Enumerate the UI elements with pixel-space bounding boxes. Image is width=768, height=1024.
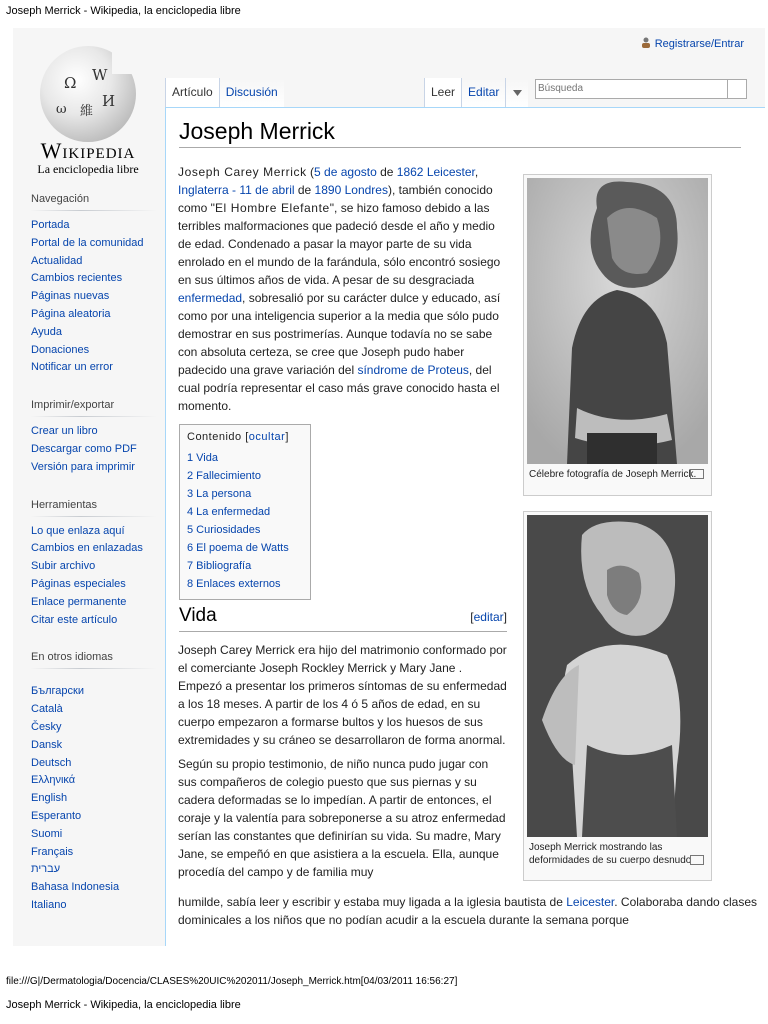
- toc-item[interactable]: 8 Enlaces externos: [187, 578, 281, 590]
- more-actions-button[interactable]: [505, 78, 528, 107]
- nav-portlet: [31, 188, 163, 377]
- enlarge-icon[interactable]: [690, 855, 704, 865]
- tools-portlet: [31, 494, 163, 630]
- search-box: [535, 79, 747, 99]
- personal-tools: [641, 37, 744, 50]
- globe-glyph: 維: [80, 104, 94, 119]
- sidebar-item-aleatoria[interactable]: Página aleatoria: [31, 307, 111, 320]
- search-button[interactable]: [727, 80, 746, 98]
- section-heading-vida: [179, 605, 507, 632]
- sidebar-item-error[interactable]: Notificar un error: [31, 361, 113, 374]
- lang-en[interactable]: English: [31, 792, 68, 805]
- tab-discussion[interactable]: Discusión: [219, 78, 284, 107]
- sidebar-item-portada[interactable]: Portada: [31, 219, 70, 231]
- birth-date-link[interactable]: 5 de agosto: [314, 165, 377, 179]
- sidebar-item-subir[interactable]: Subir archivo: [31, 560, 96, 573]
- section-title: Vida: [179, 605, 217, 626]
- leicester-link[interactable]: Leicester: [566, 895, 615, 909]
- toc-toggle[interactable]: ocultar: [248, 431, 286, 443]
- sidebar-item-nuevas[interactable]: Páginas nuevas: [31, 290, 110, 303]
- sidebar-item-cambios[interactable]: Cambios recientes: [31, 272, 123, 285]
- sidebar-item-actualidad[interactable]: Actualidad: [31, 254, 83, 267]
- disease-link[interactable]: enfermedad: [178, 291, 243, 305]
- proteus-link[interactable]: síndrome de Proteus: [357, 363, 469, 377]
- sidebar-item-especiales[interactable]: Páginas especiales: [31, 577, 126, 590]
- lang-de[interactable]: Deutsch: [31, 756, 72, 769]
- content-area: [165, 107, 765, 946]
- sidebar-item-cambios-enlazadas[interactable]: Cambios en enlazadas: [31, 542, 143, 555]
- chevron-down-icon: [513, 90, 522, 96]
- lang-el[interactable]: Ελληνικά: [31, 774, 76, 787]
- print-header-title: Joseph Merrick - Wikipedia, la enciclopedia libre: [6, 5, 241, 17]
- print-footer-title: Joseph Merrick - Wikipedia, la enciclopedia libre: [6, 999, 241, 1011]
- print-portlet: [31, 394, 163, 476]
- section-body-vida-continued: humilde, sabía leer y escribir y estaba muy ligada a la iglesia bautista de Leicester. Colaboraba dando clases dominicales a los niños que no podían acudir a la escuela durante la semana porque: [178, 895, 758, 927]
- sidebar-item-enlaza[interactable]: Lo que enlaza aquí: [31, 524, 125, 537]
- lang-it[interactable]: Italiano: [31, 898, 67, 911]
- toc-item[interactable]: 5 Curiosidades: [187, 524, 261, 536]
- lang-fi[interactable]: Suomi: [31, 827, 63, 840]
- languages-heading: En otros idiomas: [31, 646, 156, 669]
- globe-glyph: ω: [56, 102, 67, 117]
- page-title: Joseph Merrick: [179, 118, 741, 148]
- view-tabs: [424, 78, 528, 107]
- tagline: La enciclopedia libre: [37, 162, 139, 176]
- nickname: El Hombre Elefante: [214, 201, 330, 215]
- lang-cs[interactable]: Česky: [31, 720, 62, 733]
- lang-he[interactable]: עברית: [31, 863, 61, 876]
- sidebar-item-crear-libro[interactable]: Crear un libro: [31, 425, 98, 438]
- sidebar-item-imprimir[interactable]: Versión para imprimir: [31, 460, 135, 473]
- toc-item[interactable]: 6 El poema de Watts: [187, 542, 289, 554]
- languages-portlet: [31, 646, 163, 914]
- sidebar-item-ayuda[interactable]: Ayuda: [31, 325, 62, 338]
- paragraph: Joseph Carey Merrick era hijo del matrimonio conformado por el comerciante Joseph Rockley Merrick y Mary Jane . Empezó a presentar los primeros síntomas de su enfermedad a los 18 meses. A partir de los 4 ó 5 años de edad, en su cuerpo empezaron a formarse bultos y los huesos de sus extremidades y su cráneo se desarrollaron de forma anormal.: [178, 643, 507, 747]
- lang-fr[interactable]: Français: [31, 845, 74, 858]
- seated-man-photo: [527, 178, 708, 464]
- login-link[interactable]: Registrarse/Entrar: [654, 38, 744, 50]
- portrait-photo[interactable]: [527, 178, 708, 464]
- print-footer-url: file:///G|/Dermatologia/Docencia/CLASES%20UIC%202011/Joseph_Merrick.htm[04/03/2011 16:56:27]: [6, 976, 458, 987]
- thumbnail-portrait: [523, 174, 712, 496]
- globe-glyph: Ω: [64, 74, 77, 92]
- death-year-link[interactable]: 1890: [314, 183, 342, 197]
- sidebar-item-citar[interactable]: Citar este artículo: [31, 613, 118, 626]
- intro-paragraph: Joseph Carey Merrick (5 de agosto de 1862 Leicester, Inglaterra - 11 de abril de 1890 Londres), también conocido como "El Hombre Elefante", se hizo famoso debido a las terribles malformaciones que padeció desde el año y medio de edad. Condenado a pasar la mayor parte de su vida enrolado en el mundo de la farándula, sólo encontró sosiego en sus últimos años de vida. A pesar de su desgraciada enfermedad, sobresalió por su carácter dulce y educado, así como por una inteligencia superior a la media que sólo pudo demostrar en sus postrimerías. Aunque todavía no se sabe con absoluta certeza, se cree que Joseph pudo haber padecido una grave variación del síndrome de Proteus, del cual podría representar el caso más grave conocido hasta el momento.: [178, 165, 501, 413]
- thumbnail-deformities: [523, 511, 712, 881]
- search-input[interactable]: [538, 81, 723, 95]
- table-of-contents: Contenido [ocultar] 1 Vida 2 Fallecimiento 3 La persona 4 La enfermedad 5 Curiosidades 6 El poema de Watts 7 Bibliografía 8 Enlaces externos: [179, 424, 311, 600]
- toc-item[interactable]: 7 Bibliografía: [187, 560, 252, 572]
- birth-year-link[interactable]: 1862: [396, 165, 424, 179]
- lang-ca[interactable]: Català: [31, 703, 63, 716]
- wikipedia-page: [13, 28, 765, 946]
- user-icon: [641, 37, 651, 48]
- tab-read[interactable]: Leer: [424, 78, 461, 107]
- paragraph: Según su propio testimonio, de niño nunca pudo jugar con sus compañeros de colegio puesto que sus piernas y su cadera deformadas se lo impedían. A partir de entonces, el coraje y la valentía para sobreponerse a su atroz enfermedad serían las constantes que definirían su vida. Su madre, Mary Jane, se empeñó en que asistiera a la escuela. Ella, aunque procedía del campo y de familia muy: [178, 757, 506, 879]
- death-date-link[interactable]: 11 de abril: [239, 183, 295, 197]
- toc-item[interactable]: 2 Fallecimiento: [187, 470, 261, 482]
- lang-da[interactable]: Dansk: [31, 738, 63, 751]
- globe-glyph: W: [92, 66, 108, 84]
- lang-bg[interactable]: Български: [31, 685, 84, 698]
- toc-item[interactable]: 4 La enfermedad: [187, 506, 271, 518]
- lang-id[interactable]: Bahasa Indonesia: [31, 881, 120, 894]
- thumbnail-caption: Célebre fotografía de Joseph Merrick.: [527, 468, 708, 481]
- toc-title: Contenido: [187, 431, 242, 443]
- thumbnail-caption: Joseph Merrick mostrando las deformidades de su cuerpo desnudo: [527, 841, 708, 867]
- toc-item[interactable]: 1 Vida: [187, 452, 218, 464]
- puzzle-globe-icon: [40, 46, 136, 142]
- wikipedia-logo[interactable]: [13, 28, 163, 180]
- lang-eo[interactable]: Esperanto: [31, 809, 82, 822]
- tools-heading: Herramientas: [31, 494, 156, 517]
- namespace-tabs: [165, 78, 284, 107]
- section-body-vida: [178, 641, 508, 887]
- deformities-photo[interactable]: [527, 515, 708, 837]
- country-link[interactable]: Inglaterra: [178, 183, 229, 197]
- nav-heading: Navegación: [31, 188, 156, 211]
- tab-edit[interactable]: Editar: [461, 78, 505, 107]
- globe-glyph: И: [102, 92, 116, 110]
- birth-place-link[interactable]: Leicester: [426, 165, 475, 179]
- print-heading: Imprimir/exportar: [31, 394, 156, 417]
- enlarge-icon[interactable]: [690, 469, 704, 479]
- edit-section-link[interactable]: editar: [473, 610, 504, 624]
- death-place-link[interactable]: Londres: [344, 183, 388, 197]
- toc-item[interactable]: 3 La persona: [187, 488, 252, 500]
- subject-name: Joseph Carey Merrick: [178, 165, 307, 179]
- standing-man-photo: [527, 515, 708, 837]
- edit-section: [editar]: [470, 610, 507, 624]
- sidebar-item-pdf[interactable]: Descargar como PDF: [31, 442, 137, 455]
- tab-article[interactable]: Artículo: [165, 78, 219, 107]
- sidebar-item-portal[interactable]: Portal de la comunidad: [31, 236, 144, 249]
- wordmark: Wikipedia: [40, 138, 136, 163]
- sidebar-item-donaciones[interactable]: Donaciones: [31, 343, 90, 356]
- sidebar: [13, 188, 163, 915]
- sidebar-item-permanente[interactable]: Enlace permanente: [31, 595, 127, 608]
